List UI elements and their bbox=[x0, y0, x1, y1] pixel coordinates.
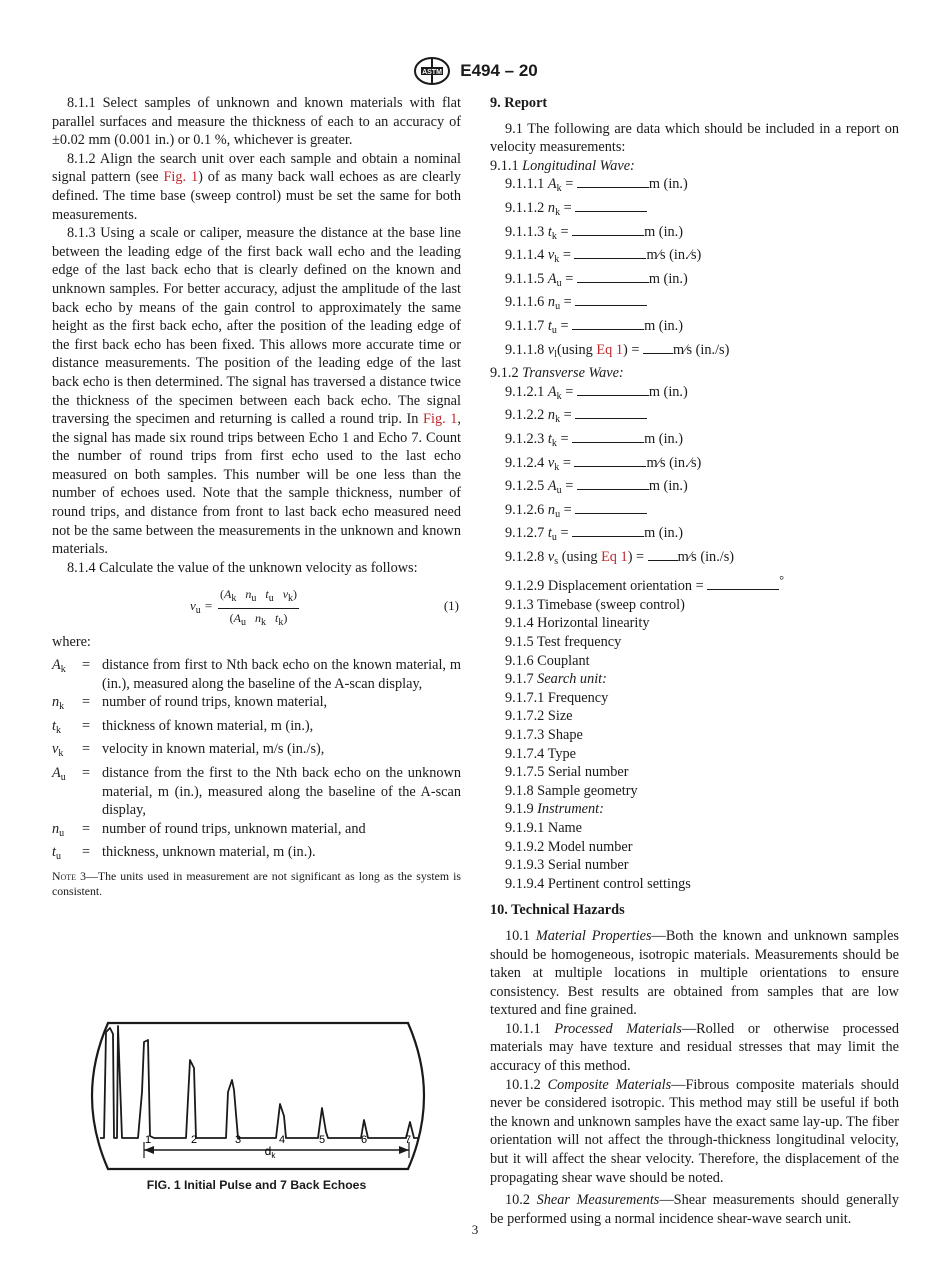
definition-text: thickness of known material, m (in.), bbox=[102, 717, 314, 734]
report-field-9-1-1-7: 9.1.1.7 $t_u = m$ (in.) bbox=[505, 317, 684, 336]
definition-symbol: $t_k$ bbox=[52, 717, 61, 736]
definition-equals: = bbox=[82, 844, 91, 861]
echo-trace bbox=[100, 1026, 418, 1138]
definition-text: velocity in known material, m/s (in./s), bbox=[102, 741, 325, 758]
astm-logo-icon bbox=[412, 56, 452, 86]
report-item: 9.1.7.4 Type bbox=[505, 745, 577, 762]
definition-equals: = bbox=[82, 717, 91, 734]
report-items-a bbox=[490, 596, 899, 670]
section-10-heading: 10. Technical Hazards bbox=[490, 902, 625, 919]
section-9-heading: 9. Report bbox=[490, 95, 548, 111]
definition-text: distance from first to Nth back echo on the known material, m (in.), measured along the baseline of the A-scan display, bbox=[102, 657, 461, 692]
fill-in-blank bbox=[577, 270, 649, 283]
para-10-1-1: 10.1.1 Processed Materials—Rolled or otherwise processed materials may have texture and residual stresses that may limit the accuracy of this method. bbox=[490, 1020, 899, 1075]
fill-in-blank bbox=[577, 175, 649, 188]
fill-in-blank bbox=[572, 223, 644, 236]
definition-equals: = bbox=[82, 657, 91, 674]
item-9-1-2-9: 9.1.2.9 Displacement orientation = ° bbox=[505, 573, 784, 595]
note-3: Note 3—The units used in measurement are not significant as long as the system is consistent. bbox=[52, 868, 461, 898]
report-field-9-1-2-5: 9.1.2.5 $A_u = m$ (in.) bbox=[505, 478, 688, 497]
definition-row bbox=[52, 820, 461, 844]
definition-equals: = bbox=[82, 765, 91, 781]
echo-label: 6 bbox=[360, 1134, 368, 1146]
definition-symbol: $n_u$ bbox=[52, 820, 65, 839]
para-10-1: 10.1 Material Properties—Both the known and unknown samples should be homogeneous, isotropic materials. Measurements should be taken at multiple locations in multiple orientations to ensure consistency. Best results are obtained from samples that are low textured and fine grained. bbox=[490, 927, 900, 1019]
report-items-c bbox=[490, 819, 899, 893]
item-9-1-1: 9.1.1 Longitudinal Wave: bbox=[490, 157, 635, 174]
echo-label: 1 bbox=[144, 1134, 152, 1146]
report-field-9-1-1-4: 9.1.1.4 $v_k$ = m⁄s (in.⁄s) bbox=[505, 247, 702, 266]
fill-in-blank bbox=[572, 524, 644, 537]
item-9-1-2-8: 9.1.2.8 $v_s$ (using Eq 1) = m⁄s (in./s) bbox=[505, 548, 735, 567]
definition-row bbox=[52, 717, 461, 741]
equation-number: (1) bbox=[443, 598, 459, 614]
report-item: 9.1.4 Horizontal linearity bbox=[505, 615, 650, 632]
report-field-9-1-2-3: 9.1.2.3 $t_k = m$ (in.) bbox=[505, 430, 684, 449]
report-field-9-1-1-2: 9.1.1.2 $n_k$ = bbox=[490, 199, 899, 223]
report-field-9-1-2-6: 9.1.2.6 $n_u$ = bbox=[490, 501, 899, 525]
standard-designation: E494 – 20 bbox=[460, 61, 538, 80]
definition-row bbox=[52, 693, 461, 717]
fill-in-blank bbox=[575, 501, 647, 514]
eq-1-link-2[interactable]: Eq 1 bbox=[601, 548, 628, 565]
right-column bbox=[490, 94, 899, 1228]
page-header bbox=[0, 56, 950, 86]
transverse-list bbox=[490, 383, 899, 548]
definition-symbol: $A_u$ bbox=[52, 765, 66, 783]
para-8-1-2: 8.1.2 Align the search unit over each sample and obtain a nominal signal pattern (see Fig. 1) of as many back wall echoes as are clearly defined. The time base (sweep control) must be set the same for both measurements. bbox=[52, 150, 461, 223]
para-8-1-4: 8.1.4 Calculate the value of the unknown velocity as follows: bbox=[67, 559, 418, 576]
dk-arrow-right bbox=[399, 1146, 409, 1154]
fill-in-blank bbox=[574, 246, 646, 259]
definition-equals: = bbox=[82, 741, 91, 758]
svg-text:ASTM: ASTM bbox=[422, 69, 443, 76]
page-number: 3 bbox=[471, 1222, 479, 1237]
definition-symbol: $t_u$ bbox=[52, 844, 61, 863]
left-column bbox=[52, 94, 461, 899]
figure-1-caption: FIG. 1 Initial Pulse and 7 Back Echoes bbox=[146, 1178, 367, 1192]
eq-fraction: $\frac{(A_k n_u t_u v_k)}{(A_u n_k t_k)}$ bbox=[220, 587, 298, 629]
report-item: 9.1.9.1 Name bbox=[505, 819, 583, 836]
fill-in-blank bbox=[575, 199, 647, 212]
where-label: where: bbox=[52, 634, 91, 651]
report-item: 9.1.9.3 Serial number bbox=[505, 857, 629, 874]
fill-in-blank bbox=[577, 477, 649, 490]
item-9-1-1-8: 9.1.1.8 $v_l(using$ Eq 1) = m⁄s (in./s) bbox=[505, 341, 730, 360]
definition-row bbox=[52, 656, 461, 693]
definition-text: thickness, unknown material, m (in.). bbox=[102, 844, 316, 861]
definition-row bbox=[52, 764, 461, 820]
para-8-1-1: 8.1.1 Select samples of unknown and known materials with flat parallel surfaces and measure the thickness of each to an accuracy of ±0.02 mm (0.001 in.) or 0.1 %, whichever is greater. bbox=[52, 95, 461, 149]
fig-1-link-2[interactable]: Fig. 1 bbox=[423, 411, 458, 428]
report-field-9-1-1-5: 9.1.1.5 $A_u = m$ (in.) bbox=[505, 270, 688, 289]
definition-text: number of round trips, unknown material, and bbox=[102, 820, 366, 837]
definition-equals: = bbox=[82, 694, 91, 711]
para-8-1-3: 8.1.3 Using a scale or caliper, measure the distance at the base line between the leading edge of the first back wall echo and the leading edge of the last back echo that is clearly defined on the known and unknown samples. For better accuracy, adjust the amplitude of the last back echo by means of the gain control to approximately the same height as the first back echo, after the position of the leading edge of the first back echo has been fixed. This allows more accurate time or distance measurements. The position of the leading edge of the last back echo is then determined. The signal has traversed a distance twice the thickness of the specimen between each back echo. The signal traversing the specimen and returning is called a round trip. In Fig. 1, the signal has made six round trips between Echo 1 and Echo 7. Count the number of round trips from first echo used to the last echo measured on both samples. This number will be one less than the number of echoes used. Note that the sample thickness, number of round trips, and distance from front to last back echo measured need not be the same between the measurements in the unknown and known materials. bbox=[52, 225, 461, 558]
report-item: 9.1.6 Couplant bbox=[505, 652, 590, 669]
item-9-1-9: 9.1.9 Instrument: bbox=[505, 801, 604, 818]
fill-in-blank bbox=[575, 406, 647, 419]
report-field-9-1-2-1: 9.1.2.1 $A_k = m$ (in.) bbox=[505, 383, 688, 402]
report-field-9-1-2-2: 9.1.2.2 $n_k$ = bbox=[490, 406, 899, 430]
definition-symbol: $v_k$ bbox=[52, 741, 64, 760]
para-9-1: 9.1 The following are data which should be included in a report on velocity measurements: bbox=[490, 120, 899, 156]
longitudinal-list bbox=[490, 175, 899, 340]
echo-label: 4 bbox=[278, 1134, 286, 1146]
echo-label: 7 bbox=[404, 1134, 412, 1146]
report-field-9-1-1-1: 9.1.1.1 $A_k = m$ (in.) bbox=[505, 176, 688, 195]
echo-label: 2 bbox=[190, 1134, 198, 1146]
fill-in-blank bbox=[574, 454, 646, 467]
definition-equals: = bbox=[82, 820, 91, 837]
definition-symbol: $n_k$ bbox=[52, 694, 65, 713]
fig-1-link[interactable]: Fig. 1 bbox=[163, 169, 199, 186]
report-item: 9.1.7.1 Frequency bbox=[505, 689, 609, 706]
echo-label: 5 bbox=[318, 1134, 326, 1146]
definition-row bbox=[52, 843, 461, 867]
report-item: 9.1.8 Sample geometry bbox=[505, 782, 638, 799]
definition-row bbox=[52, 740, 461, 764]
fill-in-blank bbox=[575, 293, 647, 306]
para-10-1-2: 10.1.2 Composite Materials—Fibrous composite materials should never be considered isotropic. This method may still be useful if both the known and unknown samples have the exact same lay-up. The fiber orientation will not affect the through-thickness longitudinal velocity, but it will affect the shear velocity. Therefore, the displacement of the propagating shear wave should be noted. bbox=[490, 1076, 899, 1186]
report-field-9-1-2-7: 9.1.2.7 $t_u = m$ (in.) bbox=[505, 525, 684, 544]
figure-1-echo-plot bbox=[78, 1020, 438, 1172]
report-item: 9.1.9.4 Pertinent control settings bbox=[505, 875, 691, 892]
echo-label: 3 bbox=[234, 1134, 242, 1146]
report-item: 9.1.7.5 Serial number bbox=[505, 764, 629, 781]
report-item: 9.1.7.3 Shape bbox=[505, 726, 583, 743]
dk-label: $d_k$ bbox=[264, 1144, 276, 1160]
definition-text: number of round trips, known material, bbox=[102, 694, 328, 711]
report-item: 9.1.9.2 Model number bbox=[505, 838, 633, 855]
dk-arrow-left bbox=[144, 1146, 154, 1154]
fill-in-blank bbox=[577, 383, 649, 396]
fill-in-blank bbox=[572, 317, 644, 330]
report-item: 9.1.5 Test frequency bbox=[505, 634, 622, 651]
echo-labels bbox=[145, 1134, 411, 1146]
definition-symbol: $A_k$ bbox=[52, 657, 66, 676]
report-field-9-1-1-6: 9.1.1.6 $n_u$ = bbox=[490, 293, 899, 317]
symbol-definitions bbox=[52, 656, 461, 867]
eq-1-link[interactable]: Eq 1 bbox=[596, 341, 623, 358]
equation-1 bbox=[52, 585, 461, 627]
para-10-2: 10.2 Shear Measurements—Shear measurements should generally be performed using a normal incidence shear-wave search unit. bbox=[490, 1192, 900, 1227]
report-field-9-1-1-3: 9.1.1.3 $t_k = m$ (in.) bbox=[505, 223, 684, 242]
fill-in-blank bbox=[572, 430, 644, 443]
definition-text: distance from the first to the Nth back echo on the unknown material, m (in.), measured along the baseline of the A-scan display, bbox=[102, 765, 461, 819]
item-9-1-2: 9.1.2 Transverse Wave: bbox=[490, 365, 624, 382]
report-field-9-1-2-4: 9.1.2.4 $v_k$ = m⁄s (in.⁄s) bbox=[505, 454, 702, 473]
eq-lhs: $v_u$ = bbox=[190, 598, 213, 617]
report-item: 9.1.3 Timebase (sweep control) bbox=[505, 596, 685, 613]
item-9-1-7: 9.1.7 Search unit: bbox=[505, 671, 607, 688]
report-item: 9.1.7.2 Size bbox=[505, 708, 573, 725]
report-items-b bbox=[490, 689, 899, 801]
